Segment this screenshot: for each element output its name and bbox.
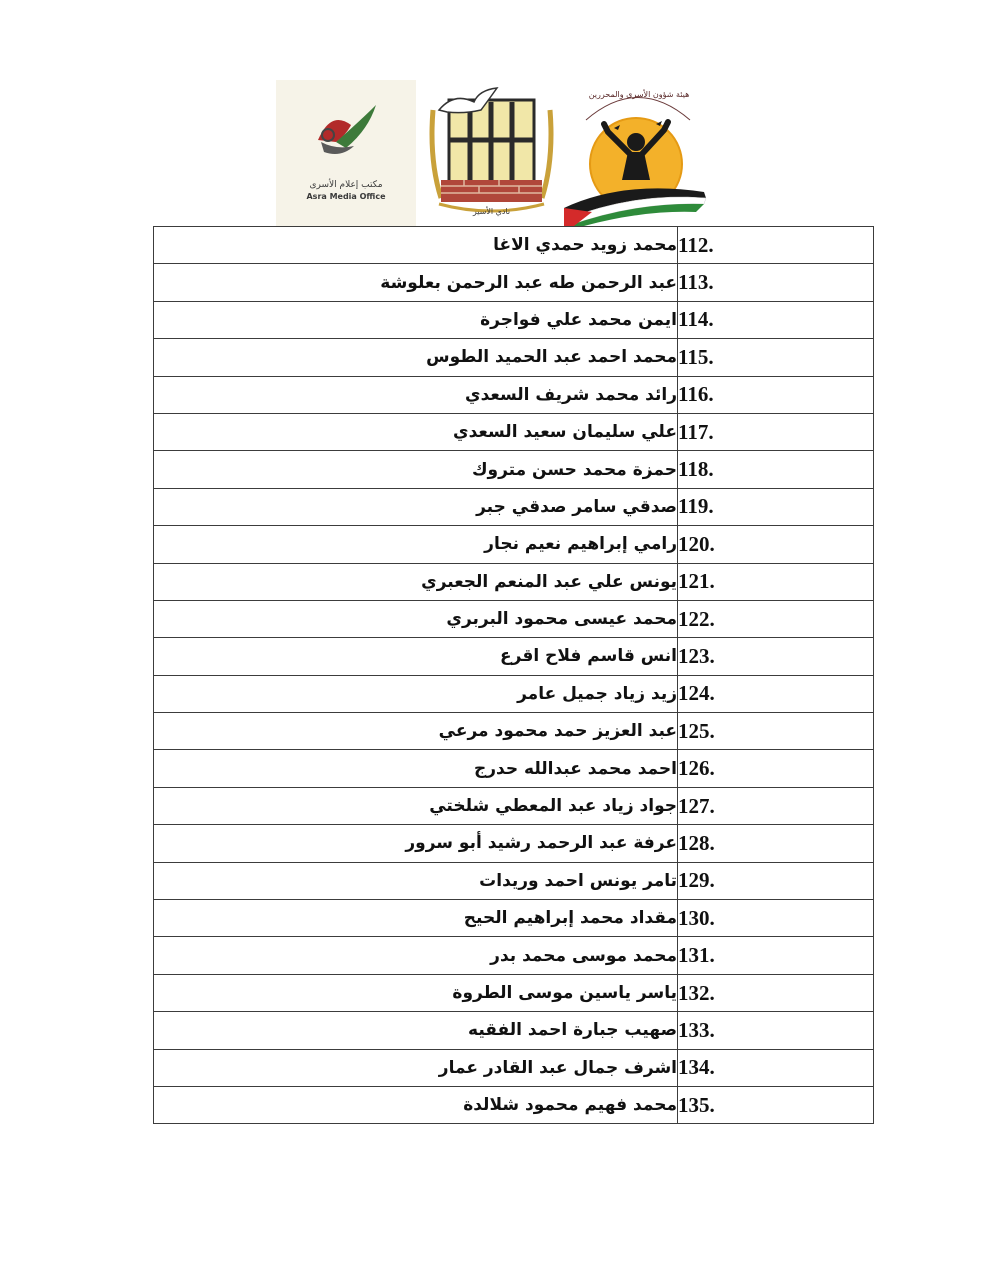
table-row	[154, 488, 874, 525]
prisoners-club-logo	[419, 80, 564, 226]
table-row	[154, 862, 874, 899]
table-row	[154, 376, 874, 413]
row-number-cell: 128.	[678, 825, 874, 862]
prisoner-name-cell: اشرف جمال عبد القادر عمار	[154, 1049, 678, 1086]
prisoner-name-cell: زيد زياد جميل عامر	[154, 675, 678, 712]
prisoner-name-cell: رائد محمد شريف السعدي	[154, 376, 678, 413]
prisoners-club-caption: نادي الأسير	[472, 207, 511, 216]
prisoner-name-cell: انس قاسم فلاح اقرع	[154, 638, 678, 675]
table-row	[154, 600, 874, 637]
table-row	[154, 526, 874, 563]
prisoner-name-cell: رامي إبراهيم نعيم نجار	[154, 526, 678, 563]
table-row	[154, 413, 874, 450]
prisoners-list-body	[154, 227, 874, 1124]
table-row	[154, 563, 874, 600]
row-number-cell: 126.	[678, 750, 874, 787]
media-office-caption-ar: مكتب إعلام الأسرى	[309, 180, 383, 190]
row-number-cell: 129.	[678, 862, 874, 899]
table-row	[154, 1086, 874, 1123]
row-number-cell: 134.	[678, 1049, 874, 1086]
row-number-cell: 130.	[678, 900, 874, 937]
prison-window-dove-logo-icon	[419, 80, 564, 226]
row-number-cell: 135.	[678, 1086, 874, 1123]
prisoner-name-cell: صدقي سامر صدقي جبر	[154, 488, 678, 525]
prisoners-affairs-authority-logo	[564, 80, 712, 226]
table-row	[154, 713, 874, 750]
prisoner-name-cell: حمزة محمد حسن متروك	[154, 451, 678, 488]
table-row	[154, 1049, 874, 1086]
table-row	[154, 974, 874, 1011]
prisoner-name-cell: علي سليمان سعيد السعدي	[154, 413, 678, 450]
prisoner-name-cell: تامر يونس احمد وريدات	[154, 862, 678, 899]
prisoner-name-cell: محمد عيسى محمود البربري	[154, 600, 678, 637]
header-logos	[276, 80, 712, 226]
media-office-caption-en: Asra Media Office	[306, 192, 386, 201]
asra-media-office-logo	[276, 80, 416, 226]
prisoner-name-cell: صهيب جبارة احمد الفقيه	[154, 1012, 678, 1049]
row-number-cell: 112.	[678, 227, 874, 264]
row-number-cell: 119.	[678, 488, 874, 525]
prisoner-name-cell: ايمن محمد علي فواجرة	[154, 301, 678, 338]
table-row	[154, 787, 874, 824]
table-row	[154, 451, 874, 488]
prisoner-name-cell: محمد احمد عبد الحميد الطوس	[154, 339, 678, 376]
prisoner-name-cell: مقداد محمد إبراهيم الحيح	[154, 900, 678, 937]
prisoner-name-cell: عبد الرحمن طه عبد الرحمن بعلوشة	[154, 264, 678, 301]
prisoners-list-table	[153, 226, 874, 1124]
row-number-cell: 115.	[678, 339, 874, 376]
prisoner-name-cell: ياسر ياسين موسى الطروة	[154, 974, 678, 1011]
table-row	[154, 750, 874, 787]
table-row	[154, 825, 874, 862]
row-number-cell: 125.	[678, 713, 874, 750]
row-number-cell: 131.	[678, 937, 874, 974]
prisoner-name-cell: محمد فهيم محمود شلالدة	[154, 1086, 678, 1123]
table-row	[154, 675, 874, 712]
row-number-cell: 118.	[678, 451, 874, 488]
prisoner-name-cell: محمد زويد حمدي الاغا	[154, 227, 678, 264]
prisoner-name-cell: عبد العزيز حمد محمود مرعي	[154, 713, 678, 750]
prisoner-name-cell: يونس علي عبد المنعم الجعبري	[154, 563, 678, 600]
row-number-cell: 122.	[678, 600, 874, 637]
prisoner-name-cell: جواد زياد عبد المعطي شلختي	[154, 787, 678, 824]
freed-prisoner-sun-logo-icon	[564, 80, 712, 226]
row-number-cell: 116.	[678, 376, 874, 413]
row-number-cell: 124.	[678, 675, 874, 712]
table-row	[154, 264, 874, 301]
table-row	[154, 937, 874, 974]
prisoner-name-cell: عرفة عبد الرحمد رشيد أبو سرور	[154, 825, 678, 862]
table-row	[154, 339, 874, 376]
table-row	[154, 301, 874, 338]
table-row	[154, 638, 874, 675]
table-row	[154, 227, 874, 264]
row-number-cell: 123.	[678, 638, 874, 675]
prisoner-name-cell: محمد موسى محمد بدر	[154, 937, 678, 974]
row-number-cell: 132.	[678, 974, 874, 1011]
row-number-cell: 121.	[678, 563, 874, 600]
prisoner-name-cell: احمد محمد عبدالله حدرج	[154, 750, 678, 787]
row-number-cell: 117.	[678, 413, 874, 450]
row-number-cell: 113.	[678, 264, 874, 301]
row-number-cell: 120.	[678, 526, 874, 563]
dove-shackle-logo-icon	[276, 80, 416, 180]
table-row	[154, 900, 874, 937]
table-row	[154, 1012, 874, 1049]
row-number-cell: 133.	[678, 1012, 874, 1049]
authority-caption: هيئة شؤون الأسرى والمحررين	[588, 90, 690, 99]
row-number-cell: 127.	[678, 787, 874, 824]
row-number-cell: 114.	[678, 301, 874, 338]
